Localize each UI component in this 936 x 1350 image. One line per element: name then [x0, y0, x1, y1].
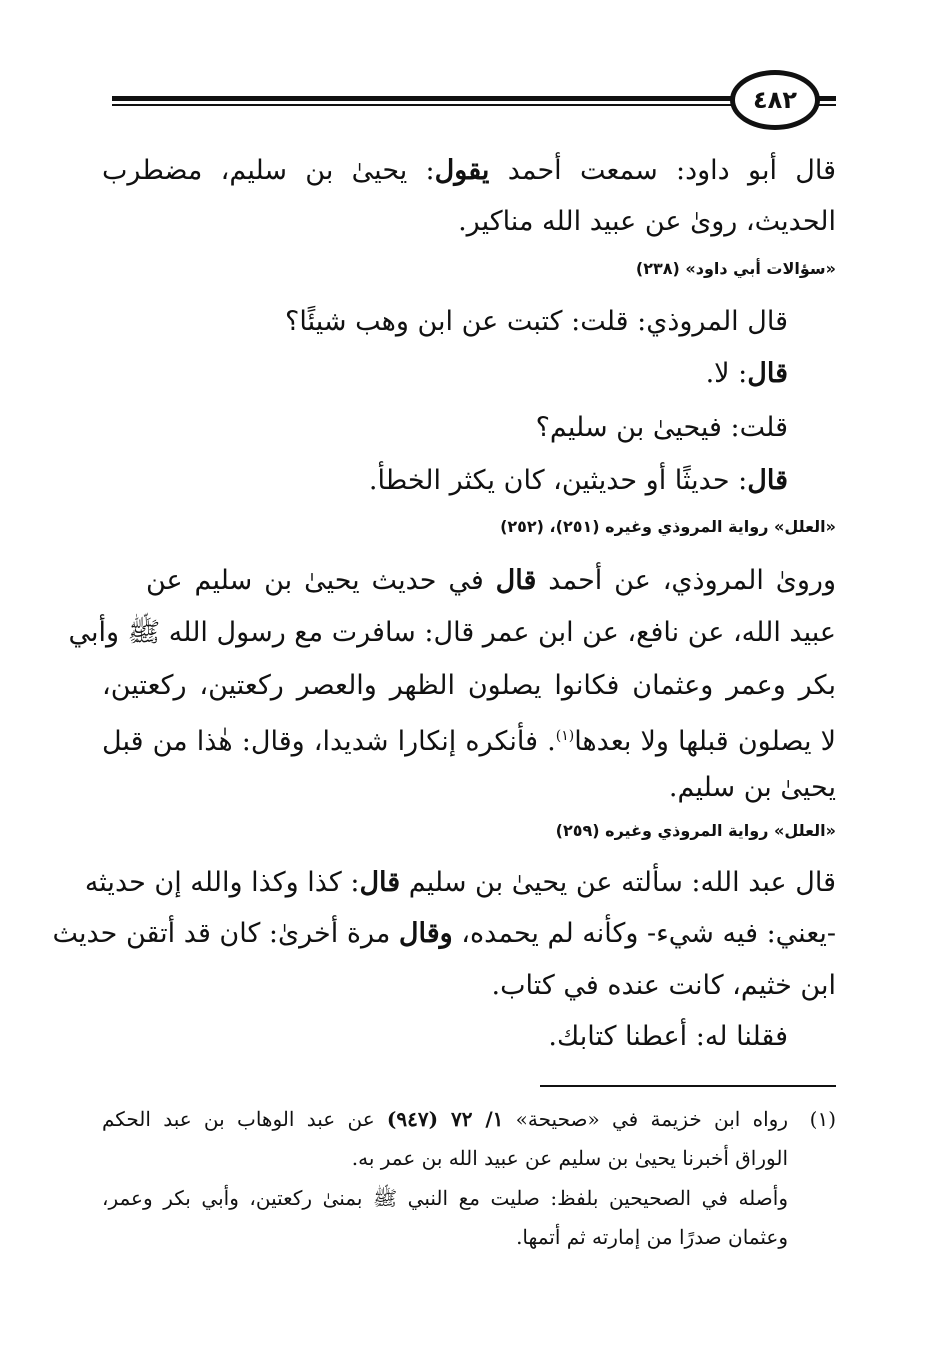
source-citation-3: «العلل» رواية المروذي وغيره (٢٥٩)	[555, 821, 836, 840]
block4-line3: ابن خثيم، كانت عنده في كتاب.	[491, 970, 836, 1001]
footnote-marker: (١)	[809, 1107, 836, 1131]
block3-line3: بكر وعمر وعثمان فكانوا يصلون الظهر والعصر ركعتين، ركعتين،	[102, 670, 836, 701]
block2-line2: قال: لا.	[705, 358, 788, 389]
footnote-line1: رواه ابن خزيمة في «صحيحة» ١/ ٧٢ (٩٤٧) عن عبد الوهاب بن عبد الحكم	[102, 1107, 788, 1131]
footnote-line3: وأصله في الصحيحين بلفظ: صليت مع النبي ﷺ بمنىٰ ركعتين، وأبي بكر وعمر،	[102, 1186, 788, 1210]
page-number: ٤٨٢	[753, 86, 797, 114]
header-rule-right-thick	[818, 96, 836, 101]
block3-line1: ورویٰ المروذي، عن أحمد قال في حديث يحيىٰ بن سليم عن	[146, 565, 836, 596]
block1-line2: الحديث، رویٰ عن عبيد الله مناكير.	[458, 206, 836, 237]
block4-line4: فقلنا له: أعطنا كتابك.	[548, 1021, 788, 1052]
source-citation-1: «سؤالات أبي داود» (٢٣٨)	[635, 259, 836, 278]
footnote-separator	[540, 1085, 836, 1087]
block4-line1: قال عبد الله: سألته عن يحيىٰ بن سليم قال: كذا وكذا والله إن حديثه	[84, 867, 836, 898]
header-rule-thick	[112, 96, 736, 101]
footnote-line2: الوراق أخبرنا يحيىٰ بن سليم عن عبيد الله بن عمر به.	[351, 1146, 788, 1170]
block4-line2: -يعني: فيه شيء- وكأنه لم يحمده، وقال مرة أخرىٰ: كان قد أتقن حديث	[52, 918, 836, 949]
page-number-badge	[730, 70, 820, 130]
header-rule-thin	[112, 104, 736, 106]
footnote-line4: وعثمان صدرًا من إمارته ثم أتمها.	[516, 1225, 788, 1249]
block3-line5: يحيىٰ بن سليم.	[668, 772, 836, 803]
footnote-ref: (١)	[555, 728, 575, 744]
block2-line1: قال المروذي: قلت: كتبت عن ابن وهب شيئًا؟	[285, 306, 788, 337]
block2-line3: قلت: فيحيىٰ بن سليم؟	[535, 412, 788, 443]
block3-line2: عبيد الله، عن نافع، عن ابن عمر قال: سافرت مع رسول الله ﷺ وأبي	[68, 617, 836, 648]
block2-line4: قال: حديثًا أو حديثين، كان يكثر الخطأ.	[368, 465, 788, 496]
block3-line4: لا يصلون قبلها ولا بعدها$^{(١)}$. فأنكره إنكارا شديدا، وقال: هٰذا من قبل	[102, 726, 836, 757]
header-rule-right-thin	[818, 104, 836, 106]
source-citation-2: «العلل» رواية المروذي وغيره (٢٥١)، (٢٥٢)	[500, 517, 836, 536]
block1-line1: قال أبو داود: سمعت أحمد يقول: يحيىٰ بن سليم، مضطرب	[102, 155, 836, 186]
